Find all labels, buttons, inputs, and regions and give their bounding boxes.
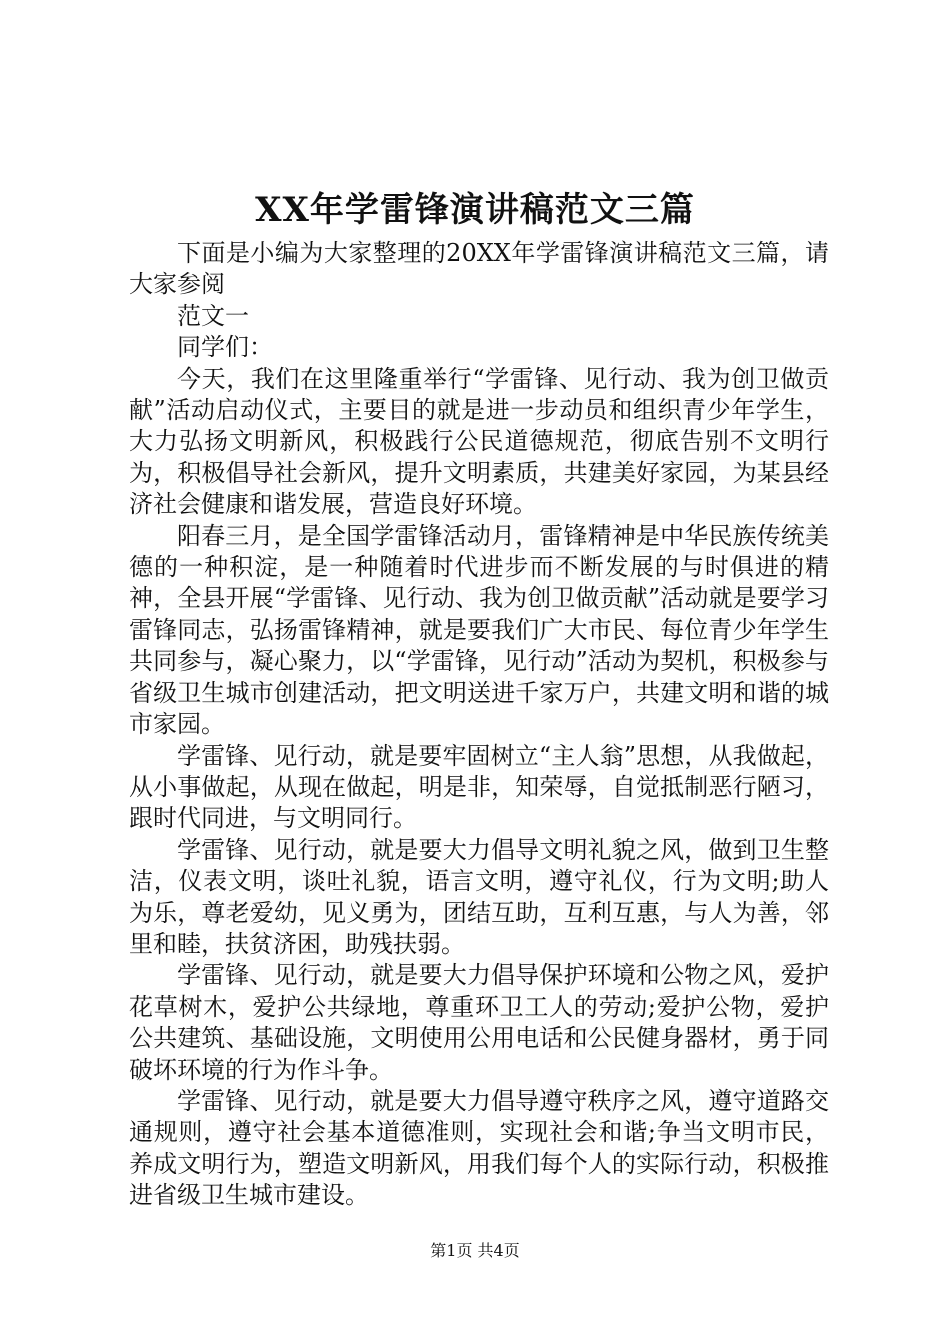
paragraph-body: 学雷锋、见行动，就是要大力倡导遵守秩序之风，遵守道路交通规则，遵守社会基本道德准则，实现社会和谐;争当文明市民，养成文明行为，塑造文明新风，用我们每个人的实际行动，积极推进省级卫生城市建设。 xyxy=(129,1086,829,1210)
paragraph-intro: 下面是小编为大家整理的20XX年学雷锋演讲稿范文三篇，请大家参阅 xyxy=(129,239,829,299)
paragraph-body: 学雷锋、见行动，就是要大力倡导文明礼貌之风，做到卫生整洁，仪表文明，谈吐礼貌，语言文明，遵守礼仪，行为文明;助人为乐，尊老爱幼，见义勇为，团结互助，互利互惠，与人为善，邻里和睦，扶贫济困，助残扶弱。 xyxy=(129,835,829,958)
paragraph-body: 今天，我们在这里隆重举行“学雷锋、见行动、我为创卫做贡献”活动启动仪式，主要目的就是进一步动员和组织青少年学生，大力弘扬文明新风，积极践行公民道德规范，彻底告别不文明行为，积极倡导社会新风，提升文明素质，共建美好家园，为某县经济社会健康和谐发展，营造良好环境。 xyxy=(129,364,829,519)
document-title: XX年学雷锋演讲稿范文三篇 xyxy=(255,190,695,230)
paragraph-salutation: 同学们： xyxy=(177,333,273,362)
document-body xyxy=(129,238,829,1212)
paragraph-body: 学雷锋、见行动，就是要牢固树立“主人翁”思想，从我做起，从小事做起，从现在做起，明是非，知荣辱，自觉抵制恶行陋习，跟时代同进，与文明同行。 xyxy=(129,741,829,833)
paragraph-section-heading: 范文一 xyxy=(177,301,249,330)
page-footer: 第1页 共4页 xyxy=(430,1241,520,1260)
paragraph-body: 学雷锋、见行动，就是要大力倡导保护环境和公物之风，爱护花草树木，爱护公共绿地，尊重环卫工人的劳动;爱护公物，爱护公共建筑、基础设施，文明使用公用电话和公民健身器材，勇于同破坏环境的行为作斗争。 xyxy=(129,961,829,1084)
paragraph-body: 阳春三月，是全国学雷锋活动月，雷锋精神是中华民族传统美德的一种积淀，是一种随着时代进步而不断发展的与时俱进的精神，全县开展“学雷锋、见行动、我为创卫做贡献”活动就是要学习雷锋同志，弘扬雷锋精神，就是要我们广大市民、每位青少年学生共同参与，凝心聚力，以“学雷锋，见行动”活动为契机，积极参与省级卫生城市创建活动，把文明送进千家万户，共建文明和谐的城市家园。 xyxy=(129,521,829,739)
